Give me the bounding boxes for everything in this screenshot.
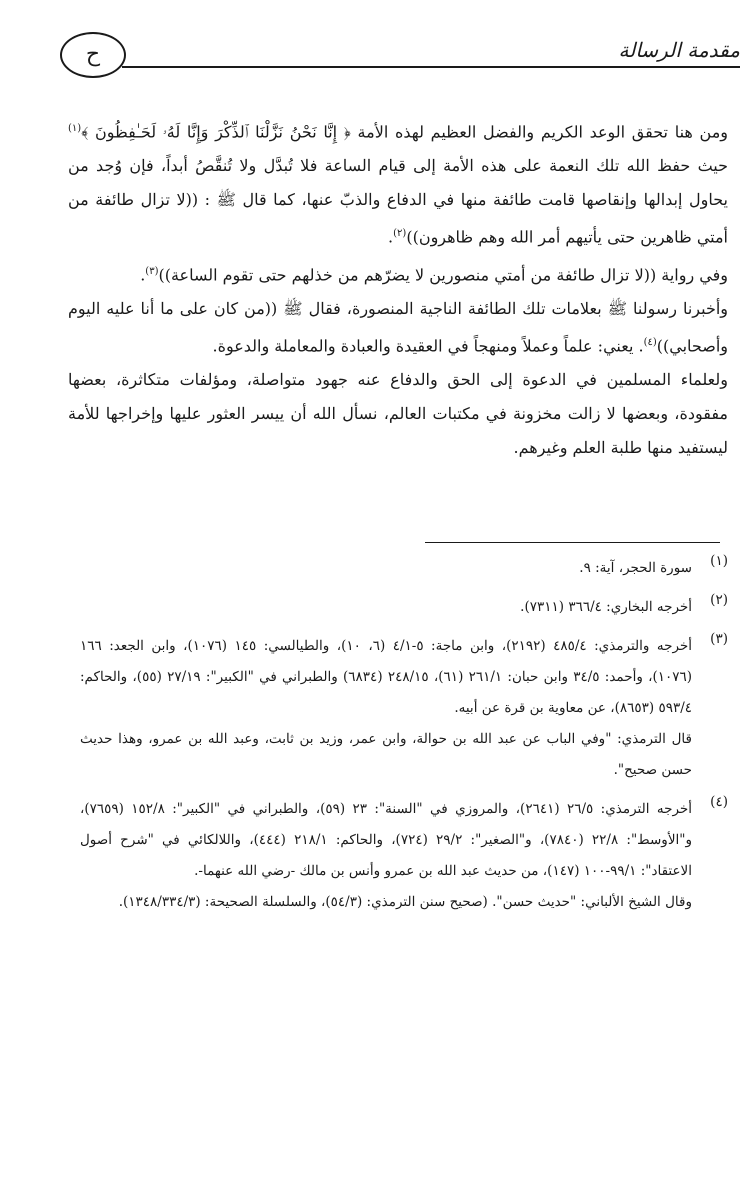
footnote-ref: (١) xyxy=(68,123,82,134)
footnote xyxy=(80,794,728,918)
running-title: مقدمة الرسالة xyxy=(618,38,740,62)
main-text xyxy=(68,112,728,465)
body-paragraph xyxy=(68,255,728,292)
body-paragraph xyxy=(68,292,728,363)
header-rule xyxy=(122,66,740,68)
footnote-text: أخرجه والترمذي: ٤٨٥/٤ (٢١٩٢)، وابن ماجة: ٥-٤/١ (٦، ١٠)، والطيالسي: ١٤٥ (١٠٧٦)، وابن الجعد: ١٦٦ (١٠٧٦)، وأحمد: ٣٤/٥ وابن حبان: ٢٦١/١ (٦١)، ٢٤٨/١٥ (٦٨٣٤) والطبراني في "الكبير": ٢٧/١٩ (٥٥)، والحاكم: ٥٩٣/٤ (٨٦٥٣)، عن معاوية بن قرة عن أبيه. xyxy=(80,638,693,716)
footnote-text: قال الترمذي: "وفي الباب عن عبد الله بن حوالة، وابن عمر، وزيد بن ثابت، وعبد الله بن عمرو، وهذا حديث حسن صحيح". xyxy=(80,731,692,778)
footnote-ref: (٤) xyxy=(643,336,657,348)
body-segment: . يعني: علماً وعملاً ومنهجاً في العقيدة والعبادة والمعاملة والدعوة. xyxy=(212,336,644,356)
body-segment: حيث حفظ الله تلك النعمة على هذه الأمة إلى قيام الساعة فلا تُبدَّل ولا تُنقَّصُ أبداً، فإن وُجد من يحاول إبدالها وإنقاصها قامت طائفة منها في الدفاع والذبّ عنها، كما قال ﷺ : ((لا تزال طائفة من أمتي ظاهرين حتى يأتيهم أمر الله وهم ظاهرون)) xyxy=(68,156,729,247)
footnote-number: (٣) xyxy=(710,631,728,647)
body-segment: ومن هنا تحقق الوعد الكريم والفضل العظيم لهذه الأمة ﴿ إِنَّا نَحْنُ نَزَّلْنَا ٱلذِّكْرَ وَإِنَّا لَهُۥ لَحَـٰفِظُونَ ﴾ xyxy=(81,122,728,142)
footnote-ref: (٣) xyxy=(145,265,159,277)
body-segment: . xyxy=(140,264,146,284)
footnote xyxy=(80,592,728,623)
footnote-number: (٢) xyxy=(710,592,728,608)
body-paragraph xyxy=(68,112,728,255)
footnote-text: وقال الشيخ الألباني: "حديث حسن". (صحيح سنن الترمذي: (٥٤/٣)، والسلسلة الصحيحة: (١٣٤٨/٣٣٤/٣). xyxy=(118,894,692,910)
body-segment: وأخبرنا رسولنا ﷺ بعلامات تلك الطائفة الناجية المنصورة، فقال ﷺ ((من كان على ما أنا عليه اليوم وأصحابي)) xyxy=(68,298,728,356)
page-number: ح xyxy=(60,32,126,78)
footnote-text: سورة الحجر، آية: ٩. xyxy=(579,560,692,576)
footnote-number: (١) xyxy=(710,553,728,569)
footnote-number: (٤) xyxy=(710,794,728,810)
page-header xyxy=(60,30,740,90)
body-segment: . xyxy=(388,227,394,247)
footnote xyxy=(80,553,728,584)
footnote-text: أخرجه البخاري: ٣٦٦/٤ (٧٣١١). xyxy=(520,599,692,615)
body-segment: وفي رواية ((لا تزال طائفة من أمتي منصورين لا يضرّهم من خذلهم حتى تقوم الساعة)) xyxy=(158,264,728,284)
footnote-text: أخرجه الترمذي: ٢٦/٥ (٢٦٤١)، والمروزي في "السنة": ٢٣ (٥٩)، والطبراني في "الكبير": ١٥٢/٨ (٧٦٥٩)، و"الأوسط": ٢٢/٨ (٧٨٤٠)، و"الصغير": ٢٩/٢ (٧٢٤)، والحاكم: ٢١٨/١ (٤٤٤)، واللالكائي في "شرح أصول الاعتقاد": ٩٩/١-١٠٠ (١٤٧)، من حديث عبد الله بن عمرو وأنس بن مالك -رضي الله عنهما-. xyxy=(80,801,693,879)
footnote-ref: (٢) xyxy=(393,228,407,240)
footnote-separator xyxy=(425,542,720,543)
body-paragraph xyxy=(68,363,728,465)
footnote xyxy=(80,631,728,786)
body-segment: ولعلماء المسلمين في الدعوة إلى الحق والدفاع عنه جهود متواصلة، ومؤلفات متكاثرة، بعضها مفقودة، وبعضها لا زالت مخزونة في مكتبات العالم، نسأل الله أن ييسر العثور عليها وإخراجها للأمة ليستفيد منها طلبة العلم وغيرهم. xyxy=(68,370,728,458)
footnotes xyxy=(80,553,728,926)
